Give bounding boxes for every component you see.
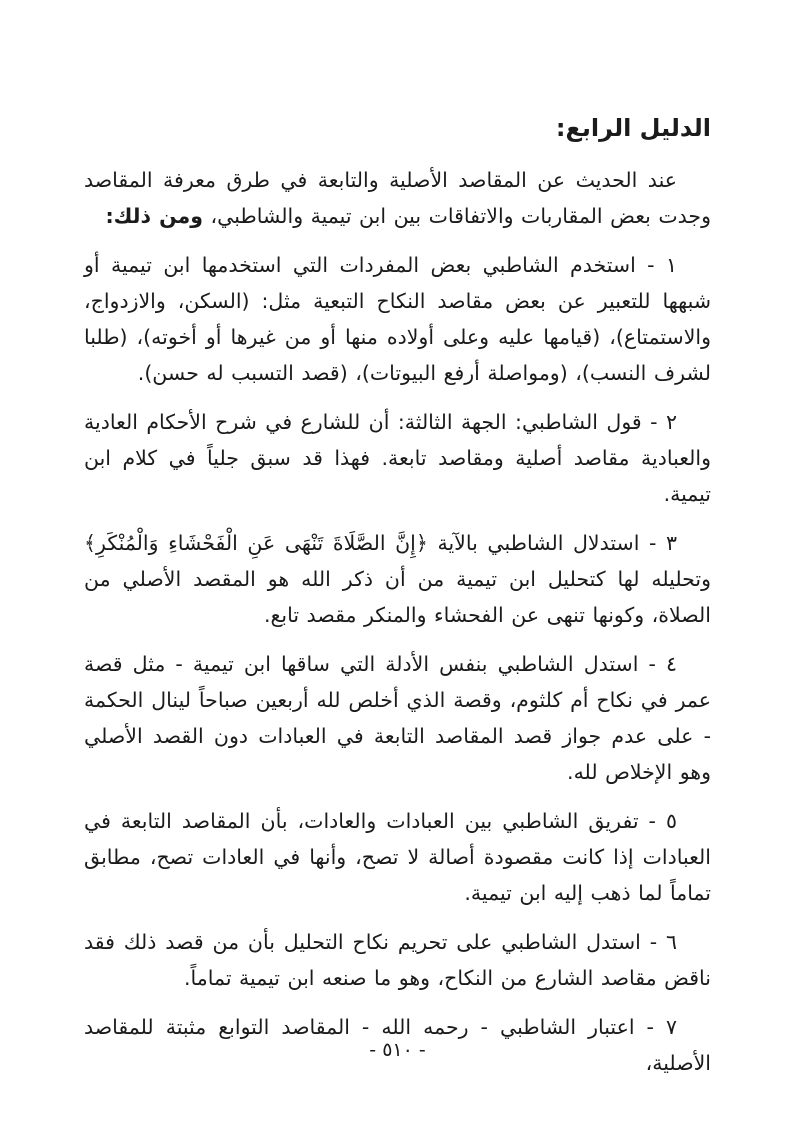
point-6-paragraph: ٦ - استدل الشاطبي على تحريم نكاح التحليل بأن من قصد ذلك فقد ناقض مقاصد الشارع من النكاح، وهو ما صنعه ابن تيمية تماماً.	[84, 930, 711, 990]
point-3-paragraph-with-quran-verse: ٣ - استدلال الشاطبي بالآية ﴿إِنَّ الصَّلَاةَ تَنْهَى عَنِ الْفَحْشَاءِ وَالْمُنْكَرِ﴾ وتحليله لها كتحليل ابن تيمية من أن ذكر الله هو المقصد الأصلي من الصلاة، وكونها تنهى عن الفحشاء والمنكر مقصد تابع.	[84, 531, 711, 627]
point-7-paragraph: ٧ - اعتبار الشاطبي - رحمه الله - المقاصد التوابع مثبتة للمقاصد الأصلية،	[84, 1015, 711, 1075]
point-4-paragraph: ٤ - استدل الشاطبي بنفس الأدلة التي ساقها ابن تيمية - مثل قصة عمر في نكاح أم كلثوم، وقصة الذي أخلص لله أربعين صباحاً لينال الحكمة - على عدم جواز قصد المقاصد التابعة في العبادات دون القصد الأصلي وهو الإخلاص لله.	[84, 652, 711, 784]
point-5-paragraph: ٥ - تفريق الشاطبي بين العبادات والعادات، بأن المقاصد التابعة في العبادات إذا كانت مقصودة أصالة لا تصح، وأنها في العادات تصح، مطابق تماماً لما ذهب إليه ابن تيمية.	[84, 809, 711, 905]
intro-text: عند الحديث عن المقاصد الأصلية والتابعة في طرق معرفة المقاصد وجدت بعض المقاربات والاتفاقات بين ابن تيمية والشاطبي،	[84, 168, 711, 228]
point-1-paragraph: ١ - استخدم الشاطبي بعض المفردات التي استخدمها ابن تيمية أو شبهها للتعبير عن بعض مقاصد النكاح التبعية مثل: (السكن، والازدواج، والاستمتاع)، (قيامها عليه وعلى أولاده منها أو من غيرها أو أخوته)، (طلبا لشرف النسب)، (ومواصلة أرفع البيوتات)، (قصد التسبب له حسن).	[84, 253, 711, 385]
page-number: - ٥١٠ -	[369, 1039, 426, 1061]
section-heading: الدليل الرابع:	[555, 114, 711, 142]
intro-paragraph	[84, 162, 711, 234]
intro-bold-phrase: ومن ذلك:	[105, 204, 203, 228]
point-2-paragraph: ٢ - قول الشاطبي: الجهة الثالثة: أن للشارع في شرح الأحكام العادية والعبادية مقاصد أصلية ومقاصد تابعة. فهذا قد سبق جلياً في كلام ابن تيمية.	[84, 410, 711, 506]
